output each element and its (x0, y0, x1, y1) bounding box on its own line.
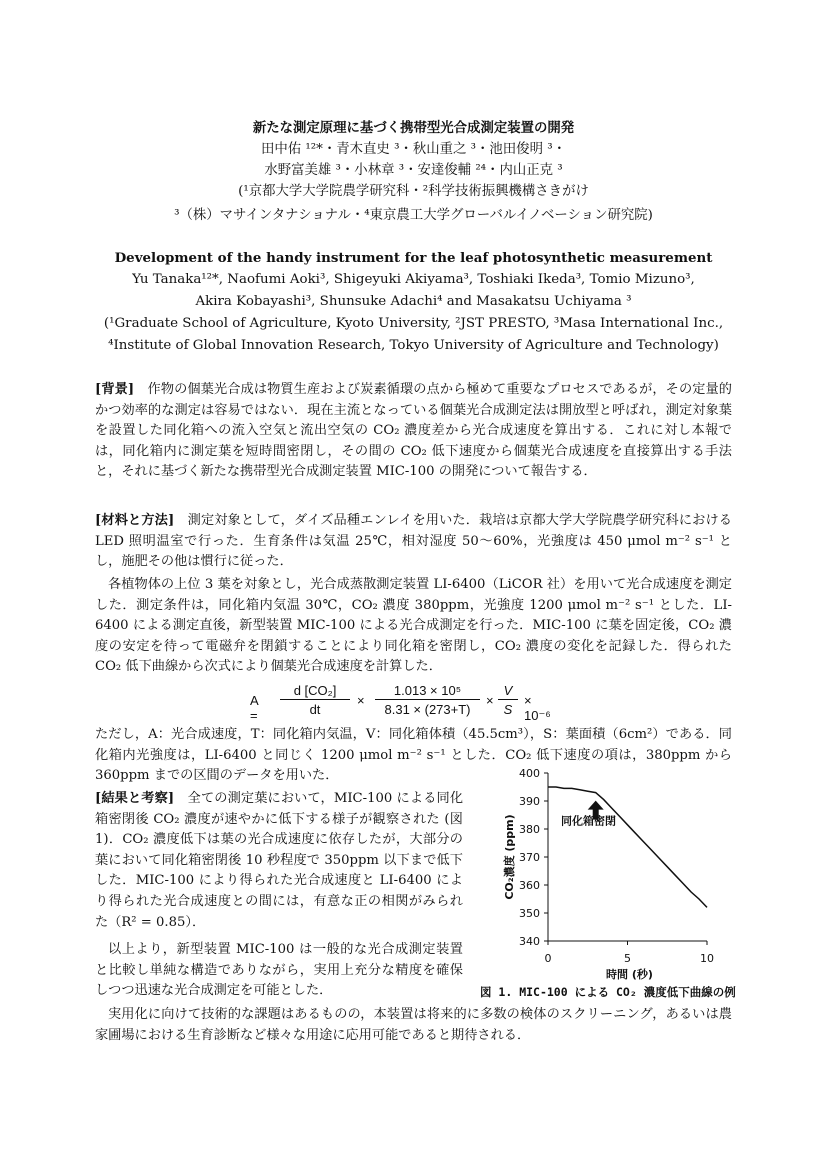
methods-paragraph-2: 各植物体の上位 3 葉を対象とし，光合成蒸散測定装置 LI-6400（LiCOR 社）を用いて光合成速度を測定した．測定条件は，同化箱内気温 30℃，CO₂ 濃度 380ppm，光強度 1200 μmol m⁻² s⁻¹ とした．LI-6400 による測定直後，新型装置 MIC-100 による光合成測定を行った．MIC-100 に葉を固定後，CO₂ 濃度の安定を待って電磁弁を閉鎖することにより同化箱を密閉し，CO₂ 濃度の変化を記録した．得られた CO₂ 低下曲線から次式により個葉光合成速度を計算した． (95, 577, 732, 675)
y-tick-label: 400 (519, 767, 540, 780)
y-axis-label: CO₂濃度 (ppm) (503, 814, 516, 900)
x-axis-label: 時間 (秒) (606, 968, 653, 981)
background-heading: [背景] (95, 382, 135, 397)
background-text: 作物の個葉光合成は物質生産および炭素循環の点から極めて重要なプロセスであるが，その定量的かつ効率的な測定は容易ではない．現在主流となっている個葉光合成測定法は開放型と呼ばれ，測定対象葉を設置した同化箱への流入空気と流出空気の CO₂ 濃度差から光合成速度を算出する．これに対し本報では，同化箱内に測定葉を短時間密閉し，その間の CO₂ 低下速度から個葉光合成速度を直接算出する手法と，それに基づく新たな携帯型光合成測定装置 MIC-100 の開発について報告する． (95, 382, 732, 480)
eq-num3: V (498, 683, 518, 700)
chart-axes (548, 773, 707, 941)
en-affiliation-line1: (¹Graduate School of Agriculture, Kyoto University, ²JST PRESTO, ³Masa International Inc., (103, 316, 724, 331)
y-tick-label: 340 (519, 935, 540, 948)
co2-series-line (548, 787, 707, 907)
eq-fraction-pressure (375, 683, 480, 717)
background-paragraph (95, 380, 732, 483)
en-authors-line2: Akira Kobayashi³, Shunsuke Adachi⁴ and Masakatsu Uchiyama ³ (195, 294, 632, 309)
eq-den3: S (503, 702, 513, 717)
closure-annotation: 同化箱密閉 (561, 814, 616, 828)
jp-affiliation-line1: (¹京都大学大学院農学研究科・²科学技術振興機構さきがけ (238, 184, 589, 199)
methods-paragraph-1 (95, 511, 732, 573)
x-tick-label: 5 (624, 952, 631, 965)
jp-authors-line1: 田中佑 ¹²*・青木直史 ³・秋山重之 ³・池田俊明 ³・ (261, 142, 566, 157)
y-tick-label: 360 (519, 879, 540, 892)
y-tick-label: 370 (519, 851, 540, 864)
en-affiliation-line2: ⁴Institute of Global Innovation Research, Tokyo University of Agriculture and Technology) (108, 338, 719, 353)
y-tick-label: 380 (519, 823, 540, 836)
eq-den2: 8.31 × (273+T) (384, 702, 471, 717)
results-paragraph-3: 実用化に向けて技術的な課題はあるものの，本装置は将来的に多数の検体のスクリーニング，あるいは農家圃場における生育診断など様々な用途に応用可能であると期待される． (95, 1007, 732, 1043)
x-tick-label: 10 (700, 952, 714, 965)
eq-den1: dt (309, 702, 321, 717)
figure-caption: 図 1. MIC-100 による CO₂ 濃度低下曲線の例 (480, 985, 736, 999)
eq-tail: × 10⁻⁶ (524, 693, 551, 723)
eq-num1: d [CO₂] (280, 683, 350, 700)
results-paragraph-2: 以上より，新型装置 MIC-100 は一般的な光合成測定装置と比較し単純な構造でありながら，実用上充分な精度を確保しつつ迅速な光合成測定を可能とした． (95, 942, 463, 999)
jp-title: 新たな測定原理に基づく携帯型光合成測定装置の開発 (252, 120, 575, 136)
eq-times2: × (486, 693, 494, 708)
results-paragraph-1 (95, 789, 463, 933)
eq-fraction-dco2-dt (280, 683, 350, 717)
co2-decline-chart (475, 763, 730, 983)
x-tick-label: 0 (544, 952, 552, 965)
results-text-1: 全ての測定葉において，MIC-100 による同化箱密閉後 CO₂ 濃度が速やかに低下する様子が観察された (図 1)．CO₂ 濃度低下は葉の光合成速度に依存したが，大部分の葉において同化箱密閉後 10 秒程度で 350ppm 以下まで低下した．MIC-100 により得られた光合成速度と LI-6400 により得られた光合成速度との間には，有意な正の相関がみられた（R² = 0.85）． (95, 791, 464, 930)
eq-times1: × (357, 693, 365, 708)
y-tick-label: 350 (519, 907, 540, 920)
eq-fraction-v-s (498, 683, 518, 717)
eq-lhs: A = (250, 693, 258, 723)
jp-affiliation-line2: ³（株）マサインタナショナル・⁴東京農工大学グローバルイノベーション研究院) (174, 208, 653, 223)
results-heading: [結果と考察] (95, 791, 175, 806)
eq-num2: 1.013 × 10⁵ (375, 683, 480, 700)
methods-paragraph-3: ただし，A：光合成速度，T：同化箱内気温，V：同化箱体積（45.5cm³），S：葉面積（6cm²）である．同化箱内光強度は，LI-6400 と同じく 1200 μmol m⁻² s⁻¹ とした．CO₂ 低下速度の項は，380ppm から 360ppm までの区間のデータを用いた． (95, 727, 732, 784)
y-tick-label: 390 (519, 795, 540, 808)
en-authors-line1: Yu Tanaka¹²*, Naofumi Aoki³, Shigeyuki Akiyama³, Toshiaki Ikeda³, Tomio Mizuno³, (132, 272, 695, 287)
en-title: Development of the handy instrument for the leaf photosynthetic measurement (114, 250, 713, 266)
methods-text-1: 測定対象として，ダイズ品種エンレイを用いた．栽培は京都大学大学院農学研究科における LED 照明温室で行った．生育条件は気温 25℃，相対湿度 50～60%，光強度は 450 μmol m⁻² s⁻¹ とし，施肥その他は慣行に従った． (95, 513, 732, 570)
jp-authors-line2: 水野富美雄 ³・小林章 ³・安達俊輔 ²⁴・内山正克 ³ (264, 163, 563, 178)
methods-heading: [材料と方法] (95, 513, 175, 528)
